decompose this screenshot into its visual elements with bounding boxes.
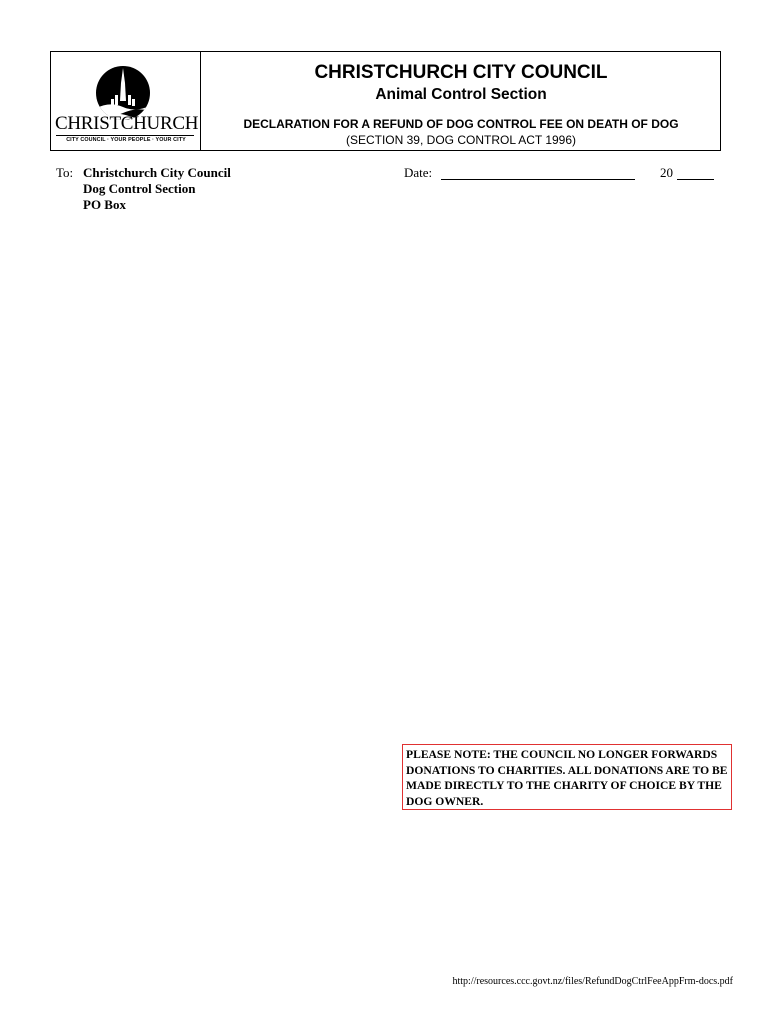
- logo-tagline: CITY COUNCIL · YOUR PEOPLE · YOUR CITY: [66, 137, 186, 143]
- date-label: Date:: [404, 165, 433, 180]
- address-line: Christchurch City Council: [83, 165, 231, 180]
- council-name: CHRISTCHURCH CITY COUNCIL: [314, 62, 608, 83]
- address-line: PO Box: [83, 197, 126, 212]
- logo-divider: [56, 135, 194, 136]
- to-label: To:: [56, 165, 74, 180]
- year-prefix: 20: [660, 165, 673, 180]
- logo-wordmark: CHRISTCHURCH: [55, 113, 199, 134]
- section-name: Animal Control Section: [375, 86, 547, 103]
- address-line: Dog Control Section: [83, 181, 196, 196]
- donation-notice: PLEASE NOTE: THE COUNCIL NO LONGER FORWARDS DONATIONS TO CHARITIES. ALL DONATIONS ARE TO BE MADE DIRECTLY TO THE CHARITY OF CHOICE BY THE DOG OWNER.: [402, 744, 732, 810]
- council-logo: [51, 52, 201, 150]
- act-reference: (SECTION 39, DOG CONTROL ACT 1996): [345, 133, 577, 147]
- declaration-title: DECLARATION FOR A REFUND OF DOG CONTROL FEE ON DEATH OF DOG: [243, 117, 679, 131]
- date-input-line[interactable]: [441, 179, 635, 180]
- form-header: [50, 51, 721, 151]
- year-input-line[interactable]: [677, 179, 714, 180]
- footer-url: http://resources.ccc.govt.nz/files/RefundDogCtrlFeeAppFrm-docs.pdf: [452, 976, 733, 987]
